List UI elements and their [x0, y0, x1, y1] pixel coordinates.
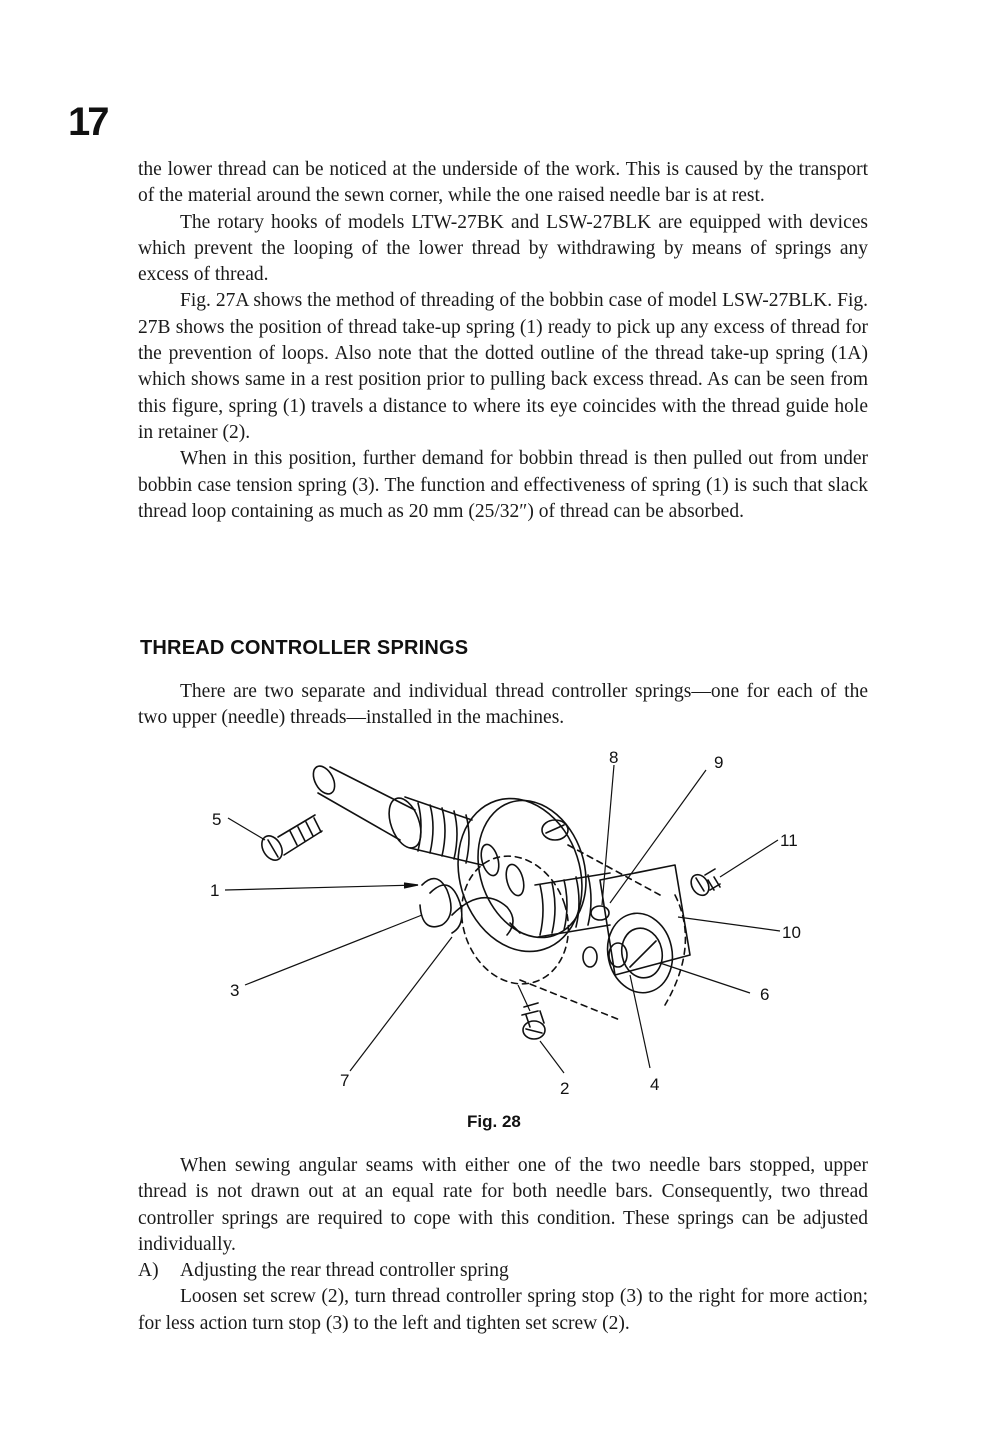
paragraph: When sewing angular seams with either one of the two needle bars stopped, upper thread is not drawn out at an equal rate for both needle bars. Consequently, two thread controller springs are required to cope with this condition. These springs can be adjusted individually.	[138, 1155, 868, 1255]
list-item	[138, 1258, 868, 1284]
page-number: 17	[68, 100, 107, 144]
controller-spring-illustration	[420, 879, 520, 935]
callout-label: 11	[780, 831, 798, 850]
threaded-sleeve-illustration	[383, 794, 482, 865]
callout-label: 3	[230, 981, 240, 1000]
callout-label: 9	[714, 753, 724, 772]
threaded-stud-illustration	[535, 873, 610, 937]
section-heading: THREAD CONTROLLER SPRINGS	[140, 637, 469, 659]
callout-label: 7	[340, 1071, 350, 1090]
figure-caption: Fig. 28	[467, 1112, 521, 1131]
list-item-label: Adjusting the rear thread controller spring	[180, 1260, 509, 1282]
spring-stop-collar-illustration	[583, 865, 690, 999]
paragraph: When in this position, further demand for bobbin thread is then pulled out from under bobbin case tension spring (3). The function and effectiveness of spring (1) is such that slack thread loop containing as much as 20 mm (25/32″) of thread can be absorbed.	[138, 448, 868, 522]
tension-disc-illustration	[439, 782, 603, 967]
paragraph: There are two separate and individual thread controller springs—one for each of the two upper (needle) threads—installed in the machines.	[138, 681, 868, 729]
shaft-illustration	[309, 763, 415, 840]
thread-controller-diagram	[190, 745, 830, 1105]
callout-label: 8	[609, 748, 619, 767]
paragraph: Fig. 27A shows the method of threading of the bobbin case of model LSW-27BLK. Fig. 27B shows the position of thread take-up spring (1) ready to pick up any excess of thread for the prevention of loops. Also note that the dotted outline of the thread take-up spring (1A) which shows same in a rest position prior to pulling back excess thread. As can be seen from this figure, spring (1) travels a distance to where its eye coincides with the thread guide hole in retainer (2).	[138, 290, 868, 443]
callout-label: 6	[760, 985, 770, 1004]
paragraph: the lower thread can be noticed at the underside of the work. This is caused by the transport of the material around the sewn corner, while the one raised needle bar is at rest.	[138, 159, 868, 207]
intro-text	[138, 157, 868, 525]
callout-label: 5	[212, 810, 222, 829]
callout-label: 1	[210, 881, 220, 900]
callout-label: 2	[560, 1079, 570, 1098]
section-intro	[138, 679, 868, 732]
screw-2-illustration	[522, 1003, 545, 1039]
callout-label: 10	[782, 923, 801, 942]
screw-5-illustration	[258, 815, 322, 864]
list-marker: A)	[138, 1260, 159, 1282]
screw-11-illustration	[688, 869, 720, 899]
paragraph: Loosen set screw (2), turn thread controller spring stop (3) to the right for more action; for less action turn stop (3) to the left and tighten set screw (2).	[138, 1286, 868, 1334]
paragraph: The rotary hooks of models LTW-27BK and LSW-27BLK are equipped with devices which prevent the looping of the lower thread by withdrawing by means of springs any excess of thread.	[138, 211, 868, 286]
after-figure-text	[138, 1153, 868, 1337]
callout-label: 4	[650, 1075, 660, 1094]
